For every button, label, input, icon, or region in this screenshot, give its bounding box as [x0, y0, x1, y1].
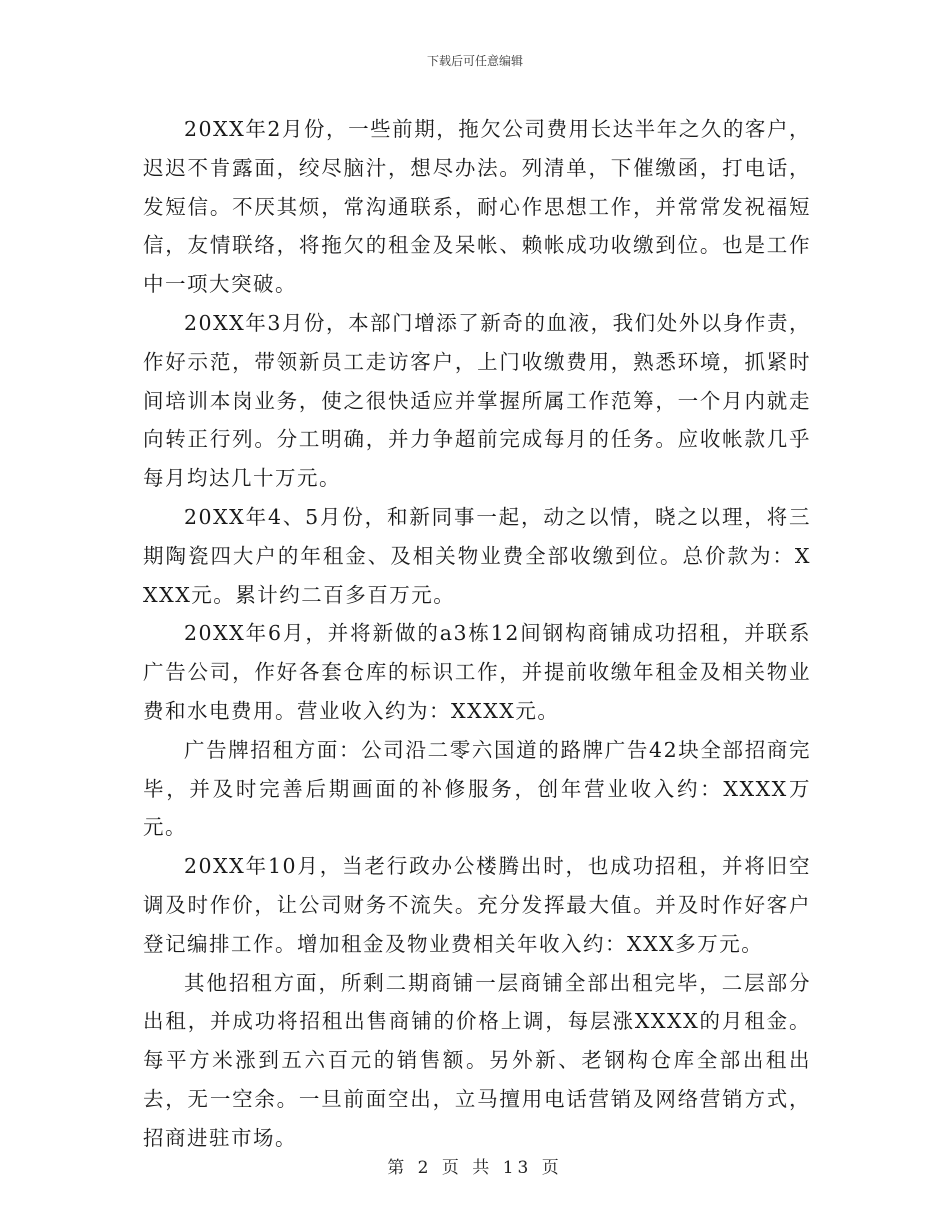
paragraph-billboard: 广告牌招租方面：公司沿二零六国道的路牌广告42块全部招商完毕，并及时完善后期画面的补修服务，创年营业收入约：XXXX万元。	[143, 737, 811, 840]
paragraph-april-may: 20XX年4、5月份，和新同事一起，动之以情，晓之以理，将三期陶瓷四大户的年租金、及相关物业费全部收缴到位。总价款为：XXXX元。累计约二百多百万元。	[143, 504, 811, 607]
document-body	[143, 110, 811, 1158]
paragraph-october: 20XX年10月，当老行政办公楼腾出时，也成功招租，并将旧空调及时作价，让公司财务不流失。充分发挥最大值。并及时作好客户登记编排工作。增加租金及物业费相关年收入约：XXX多万元。	[143, 854, 811, 956]
page-header-note: 下载后可任意编辑	[426, 54, 523, 68]
paragraph-other-leasing: 其他招租方面，所剩二期商铺一层商铺全部出租完毕，二层部分出租，并成功将招租出售商铺的价格上调，每层涨XXXX的月租金。每平方米涨到五六百元的销售额。另外新、老钢构仓库全部出租出去，无一空余。一旦前面空出，立马擅用电话营销及网络营销方式，招商进驻市场。	[143, 970, 811, 1150]
paragraph-june: 20XX年6月，并将新做的a3栋12间钢构商铺成功招租，并联系广告公司，作好各套仓库的标识工作，并提前收缴年租金及相关物业费和水电费用。营业收入约为：XXXX元。	[143, 621, 811, 723]
paragraph-march: 20XX年3月份，本部门增添了新奇的血液，我们处外以身作责，作好示范，带领新员工走访客户，上门收缴费用，熟悉环境，抓紧时间培训本岗业务，使之很快适应并掌握所属工作范筹，一个月内就走向转正行列。分工明确，并力争超前完成每月的任务。应收帐款几乎每月均达几十万元。	[143, 310, 811, 491]
paragraph-february: 20XX年2月份，一些前期，拖欠公司费用长达半年之久的客户，迟迟不肯露面，绞尽脑汁，想尽办法。列清单，下催缴函，打电话，发短信。不厌其烦，常沟通联系，耐心作思想工作，并常常发祝福短信，友情联络，将拖欠的租金及呆帐、赖帐成功收缴到位。也是工作中一项大突破。	[143, 117, 811, 297]
page-number-footer: 第 2 页 共 13 页	[387, 1158, 563, 1178]
